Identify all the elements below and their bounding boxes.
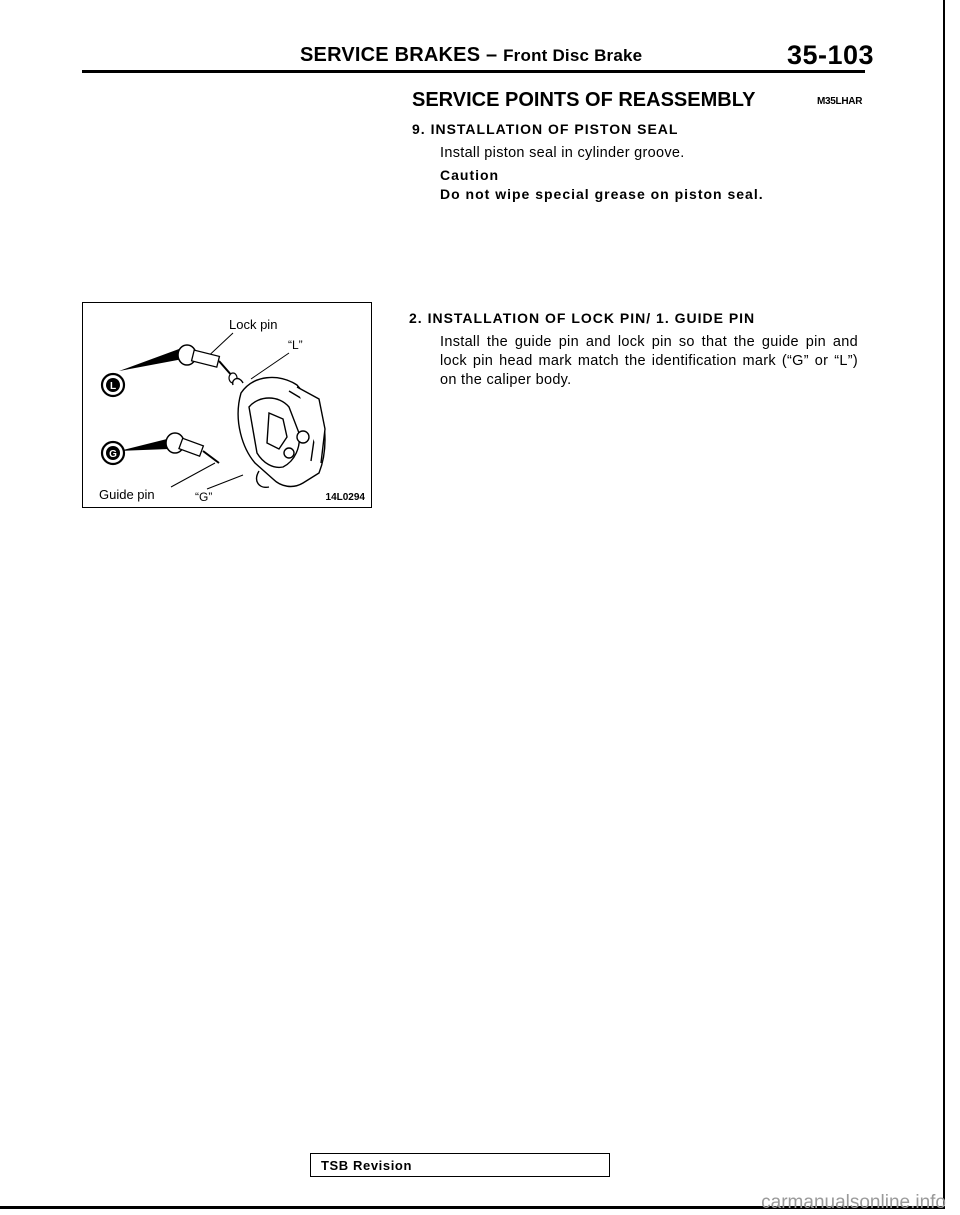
step-heading-lock-guide-pin: 2. INSTALLATION OF LOCK PIN/ 1. GUIDE PIN — [409, 310, 756, 326]
section-code: M35LHAR — [817, 96, 863, 107]
page-number: 35-103 — [787, 40, 875, 70]
leader-g-mark — [207, 475, 243, 489]
caliper-body — [233, 377, 325, 487]
label-g-mark: “G” — [195, 490, 213, 504]
lock-pin — [178, 345, 237, 383]
header-rule — [82, 70, 865, 73]
header-title-sub: Front Disc Brake — [503, 46, 643, 65]
guide-pin — [166, 433, 219, 463]
step-heading-piston-seal: 9. INSTALLATION OF PISTON SEAL — [412, 121, 679, 137]
caliper-figure — [82, 302, 372, 508]
tsb-revision-box — [310, 1153, 610, 1177]
leader-guide-pin — [171, 463, 215, 487]
label-l-mark: “L” — [288, 338, 303, 352]
header-title — [300, 44, 642, 67]
leader-l-mark — [251, 353, 289, 379]
mark-g-letter: G — [109, 449, 117, 460]
caution-label: Caution — [440, 167, 500, 183]
label-guide-pin: Guide pin — [99, 487, 155, 502]
mark-l-letter: L — [109, 381, 117, 392]
right-border — [943, 0, 945, 1205]
mark-circle-l — [102, 374, 124, 396]
header-title-main: SERVICE BRAKES – — [300, 44, 504, 66]
figure-code: 14L0294 — [325, 492, 365, 503]
step-text-lock-guide-pin: Install the guide pin and lock pin so that the guide pin and lock pin head mark match the identification mark (“G” or “L”) on the caliper body. — [440, 334, 858, 388]
label-lock-pin: Lock pin — [229, 317, 278, 332]
section-title: SERVICE POINTS OF REASSEMBLY — [412, 89, 756, 111]
guide-pin-arrow — [119, 439, 169, 451]
lock-pin-arrow — [119, 349, 183, 371]
step-text-piston-seal: Install piston seal in cylinder groove. — [440, 145, 685, 161]
mark-circle-g — [102, 442, 124, 464]
caliper-drawing — [83, 303, 372, 508]
caution-text: Do not wipe special grease on piston seal. — [440, 186, 764, 202]
tsb-revision-label: TSB Revision — [321, 1158, 412, 1173]
watermark-link[interactable]: carmanualsonline.info — [761, 1192, 946, 1213]
